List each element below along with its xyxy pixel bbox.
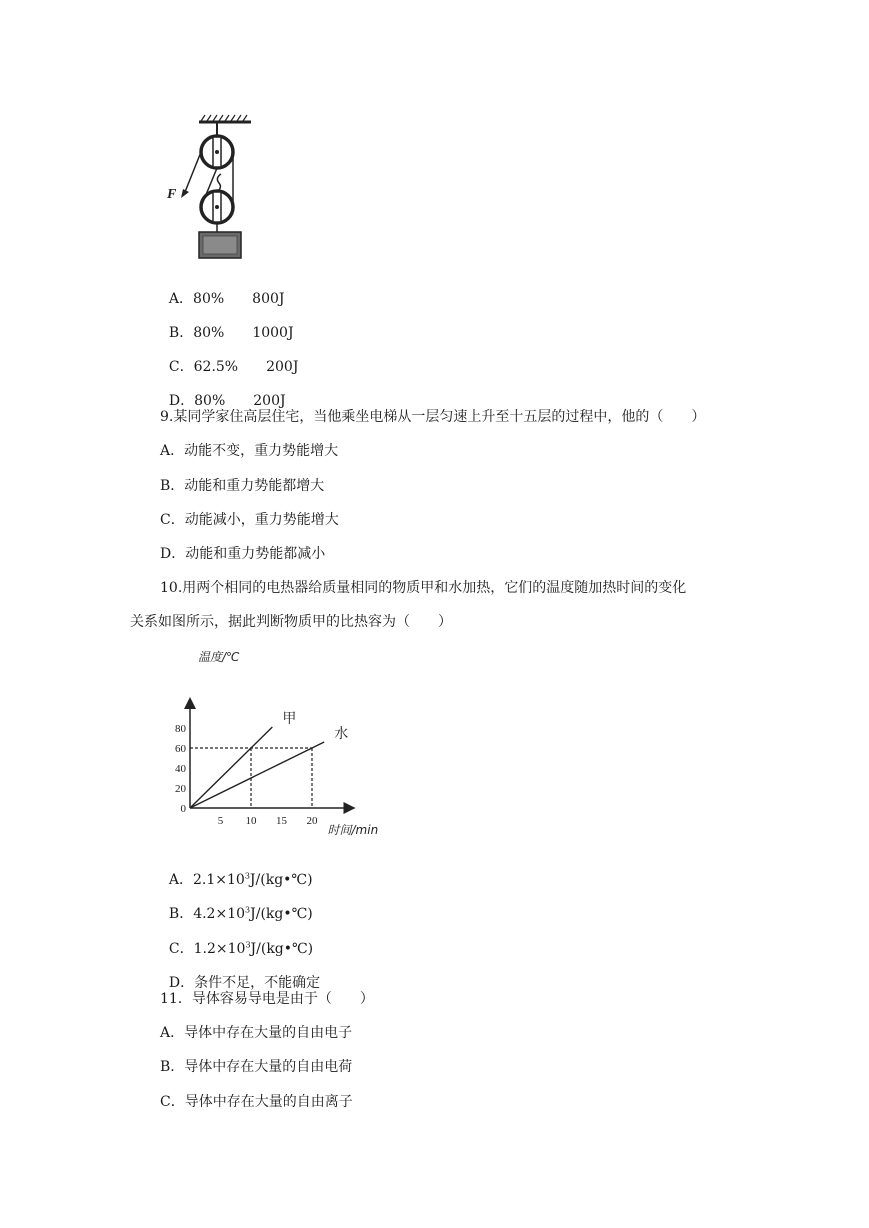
unit: J/(kg•℃): [250, 941, 314, 957]
y-tick-label: 80: [175, 723, 186, 735]
efficiency-value: 62.5%: [193, 359, 239, 375]
option-letter: C．: [168, 359, 194, 375]
y-tick-label: 60: [175, 743, 186, 755]
work-value: 1000J: [252, 325, 294, 341]
q11-option-b[interactable]: B．导体中存在大量的自由电荷: [160, 1059, 353, 1075]
temperature-time-chart: [165, 645, 425, 840]
exponent: 3: [245, 940, 251, 950]
force-label: F: [167, 187, 177, 202]
x-tick-label: 20: [306, 815, 318, 827]
y-tick-label: 0: [180, 803, 186, 815]
q8-option-b[interactable]: [160, 306, 294, 342]
y-axis-label: 温度/℃: [198, 650, 240, 664]
option-text: A．2.1×10: [168, 872, 245, 888]
series-line-1: [190, 727, 272, 808]
q10-option-b[interactable]: [160, 887, 313, 923]
option-letter: A．: [168, 291, 194, 307]
series-label: 甲: [282, 711, 297, 727]
q10-option-c[interactable]: [160, 922, 313, 958]
x-axis-label: 时间/min: [327, 823, 379, 837]
option-letter: D．: [168, 393, 195, 409]
exponent: 3: [245, 905, 251, 915]
work-value: 200J: [266, 359, 299, 375]
q8-option-d[interactable]: [160, 374, 286, 410]
x-tick-label: 10: [245, 815, 257, 827]
q9-option-d[interactable]: D．动能和重力势能都减小: [160, 546, 326, 562]
option-text: C．1.2×10: [168, 941, 246, 957]
efficiency-value: 80%: [193, 325, 225, 341]
x-tick-label: 5: [217, 815, 224, 827]
work-value: 200J: [253, 393, 286, 409]
q9-stem: 9.某同学家住高层住宅，当他乘坐电梯从一层匀速上升至十五层的过程中，他的（ ）: [160, 409, 706, 425]
x-tick-label: 15: [276, 815, 287, 827]
exponent: 3: [244, 871, 250, 881]
q9-option-c[interactable]: C．动能减小，重力势能增大: [160, 512, 339, 528]
option-letter: B．: [168, 325, 194, 341]
q10-stem-line2: 关系如图所示，据此判断物质甲的比热容为（ ）: [130, 614, 452, 630]
option-text: D．条件不足，不能确定: [168, 975, 321, 991]
efficiency-value: 80%: [194, 393, 226, 409]
efficiency-value: 80%: [193, 291, 225, 307]
q11-option-c[interactable]: C．导体中存在大量的自由离子: [160, 1094, 353, 1110]
q10-option-d[interactable]: [160, 956, 320, 992]
q8-option-c[interactable]: [160, 340, 298, 376]
q8-option-a[interactable]: [160, 272, 285, 308]
unit: J/(kg•℃): [249, 872, 313, 888]
q10-stem-line1: 10.用两个相同的电热器给质量相同的物质甲和水加热，它们的温度随加热时间的变化: [160, 580, 687, 596]
q10-option-a[interactable]: [160, 853, 313, 889]
q9-option-a[interactable]: A．动能不变，重力势能增大: [160, 443, 339, 459]
series-line-2: [190, 742, 324, 808]
q11-option-a[interactable]: A．导体中存在大量的自由电子: [160, 1025, 353, 1041]
q9-option-b[interactable]: B．动能和重力势能都增大: [160, 478, 325, 494]
work-value: 800J: [252, 291, 285, 307]
unit: J/(kg•℃): [250, 906, 313, 922]
q11-stem: 11．导体容易导电是由于（ ）: [160, 991, 374, 1007]
pulley-figure: [165, 112, 260, 264]
y-tick-label: 40: [175, 763, 186, 775]
y-tick-label: 20: [175, 783, 186, 795]
option-text: B．4.2×10: [168, 906, 246, 922]
series-label: 水: [334, 726, 349, 742]
